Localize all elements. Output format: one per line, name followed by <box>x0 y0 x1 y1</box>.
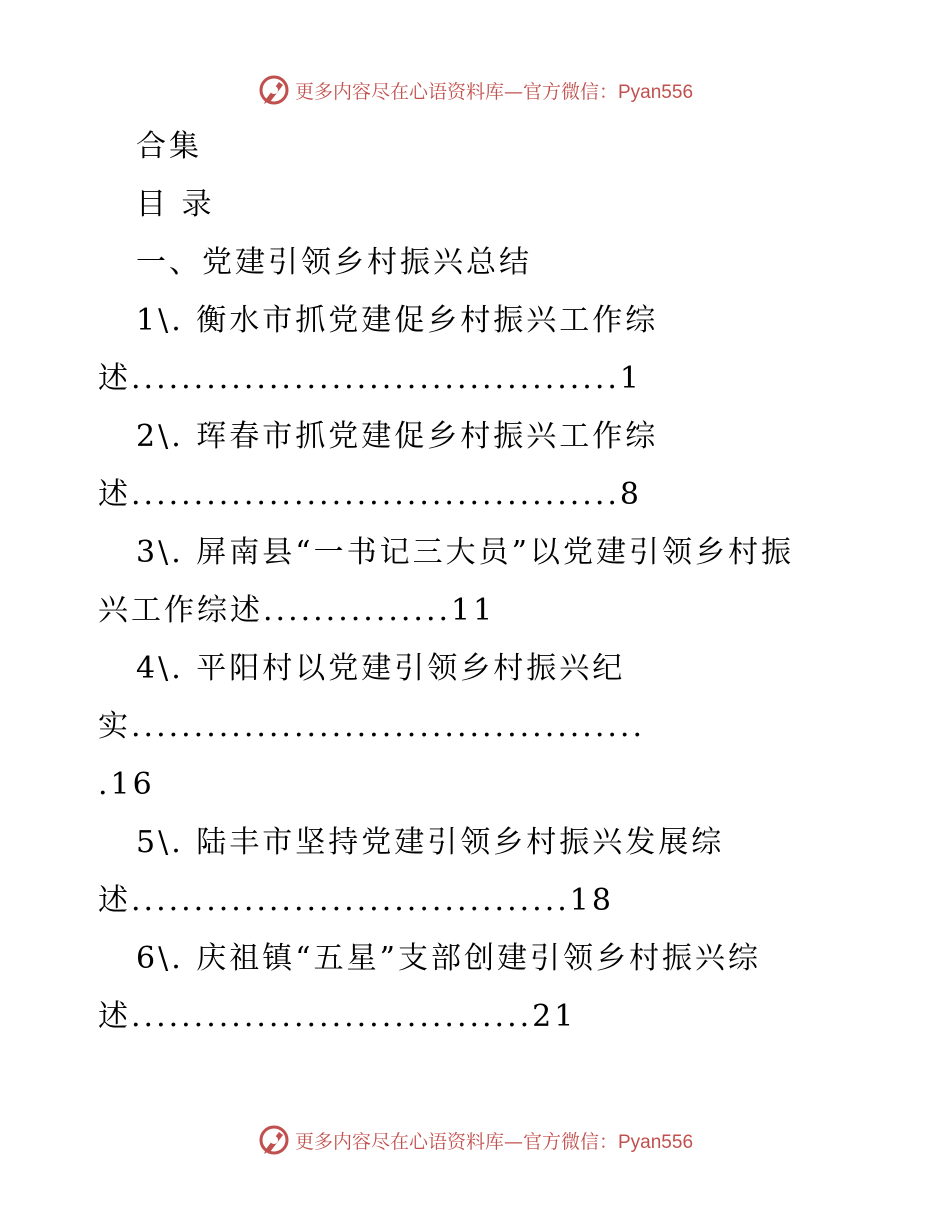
pen-logo-icon <box>257 73 291 107</box>
toc-entry-3-leader: 兴工作综述...............11 <box>98 593 496 628</box>
toc-entry-4-title: 4\. 平阳村以党建引领乡村振兴纪 <box>136 651 626 686</box>
toc-entry-4-page: .16 <box>98 767 155 802</box>
pen-logo-icon <box>257 1123 291 1157</box>
header-watermark-banner <box>0 70 950 110</box>
collection-label: 合集 <box>136 129 202 164</box>
toc-entry-6-leader: 述................................21 <box>98 999 577 1034</box>
toc-entry-6-title: 6\. 庆祖镇“五星”支部创建引领乡村振兴综 <box>136 941 761 976</box>
footer-watermark-text: 更多内容尽在心语资料库—官方微信：Pyan556 <box>294 1130 694 1153</box>
toc-entry-1-title: 1\. 衡水市抓党建促乡村振兴工作综 <box>136 303 659 338</box>
footer-watermark-banner <box>0 1120 950 1160</box>
toc-entry-2-title: 2\. 珲春市抓党建促乡村振兴工作综 <box>136 419 659 454</box>
toc-entry-4-leader: 实......................................... <box>98 709 645 744</box>
toc-entry-5-leader: 述...................................18 <box>98 883 614 918</box>
toc-entry-5-title: 5\. 陆丰市坚持党建引领乡村振兴发展综 <box>136 825 725 860</box>
toc-entry-1-leader: 述.......................................1 <box>98 361 642 396</box>
toc-title: 目 录 <box>136 187 215 222</box>
section-title: 一、党建引领乡村振兴总结 <box>136 245 532 280</box>
toc-entry-2-leader: 述.......................................8 <box>98 477 642 512</box>
header-watermark-text: 更多内容尽在心语资料库—官方微信：Pyan556 <box>294 80 694 103</box>
toc-entry-3-title: 3\. 屏南县“一书记三大员”以党建引领乡村振 <box>136 535 794 570</box>
